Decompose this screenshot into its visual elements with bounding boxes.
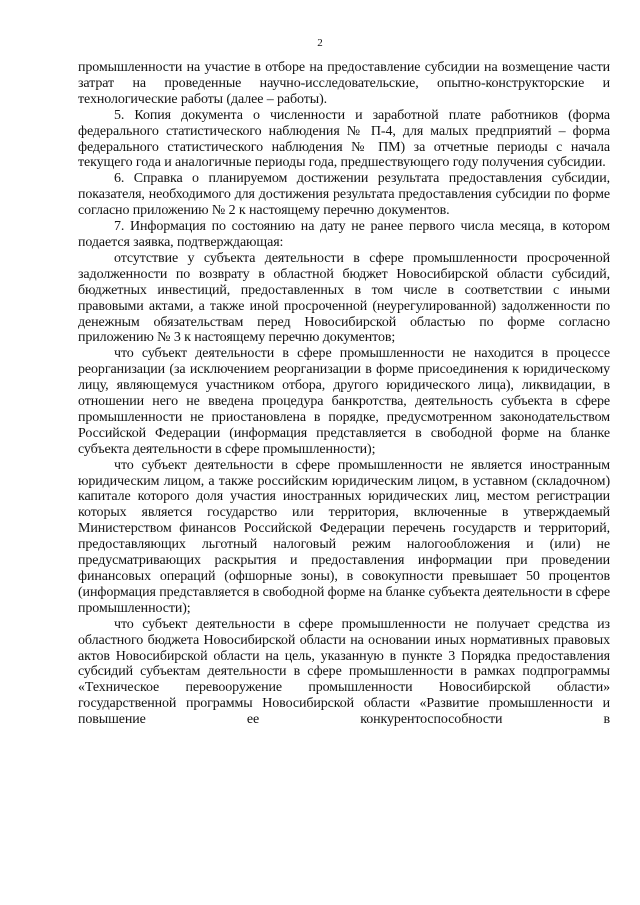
paragraph-item-7: 7. Информация по состоянию на дату не ранее первого числа месяца, в котором подается заявка, подтверждающая:	[78, 219, 610, 250]
paragraph-debt-absence: отсутствие у субъекта деятельности в сфере промышленности просроченной задолженности по возврату в областной бюджет Новосибирской области субсидий, бюджетных инвестиций, предоставленных в том числе в соответствии с иными правовыми актами, а также иной просроченной (неурегулированной) задолженности по денежным обязательствам перед Новосибирской областью по форме согласно приложению № 3 к настоящему перечню документов;	[78, 250, 610, 346]
paragraph-foreign-entity: что субъект деятельности в сфере промышленности не является иностранным юридическим лицом, а также российским юридическим лицом, в уставном (складочном) капитале которого доля участия иностранных юридических лиц, местом регистрации которых является государство или территория, включенные в утверждаемый Министерством финансов Российской Федерации перечень государств и территорий, предоставляющих льготный налоговый режим налогообложения и (или) не предусматривающих раскрытия и предоставления информации при проведении финансовых операций (офшорные зоны), в совокупности превышает 50 процентов (информация представляется в свободной форме на бланке субъекта деятельности в сфере промышленности);	[78, 457, 610, 616]
page-number: 2	[317, 37, 323, 49]
paragraph-continuation: промышленности на участие в отборе на предоставление субсидии на возмещение части затрат на проведенные научно-исследовательские, опытно-конструкторские и технологические работы (далее – работы).	[78, 60, 610, 107]
paragraph-reorganization: что субъект деятельности в сфере промышленности не находится в процессе реорганизации (за исключением реорганизации в форме присоединения к юридическому лицу, являющемуся участником отбора, другого юридического лица), ликвидации, в отношении него не введена процедура банкротства, деятельность субъекта в сфере промышленности не приостановлена в порядке, предусмотренном законодательством Российской Федерации (информация представляется в свободной форме на бланке субъекта деятельности в сфере промышленности);	[78, 346, 610, 457]
paragraph-item-5: 5. Копия документа о численности и заработной плате работников (форма федерального статистического наблюдения № П-4, для малых предприятий – форма федерального статистического наблюдения № ПМ) за отчетные периоды с начала текущего года и аналогичные периоды года, предшествующего году получения субсидии.	[78, 107, 610, 171]
paragraph-no-other-funds: что субъект деятельности в сфере промышленности не получает средства из областного бюджета Новосибирской области на основании иных нормативных правовых актов Новосибирской области на цель, указанную в пункте 3 Порядка предоставления субсидий субъектам деятельности в сфере промышленности в рамках подпрограммы «Техническое перевооружение промышленности Новосибирской области» государственной программы Новосибирской области «Развитие промышленности и повышение ее конкурентоспособности в	[78, 616, 610, 728]
document-body	[78, 60, 610, 728]
paragraph-item-6: 6. Справка о планируемом достижении результата предоставления субсидии, показателя, необходимого для достижения результата предоставления субсидии по форме согласно приложению № 2 к настоящему перечню документов.	[78, 171, 610, 219]
